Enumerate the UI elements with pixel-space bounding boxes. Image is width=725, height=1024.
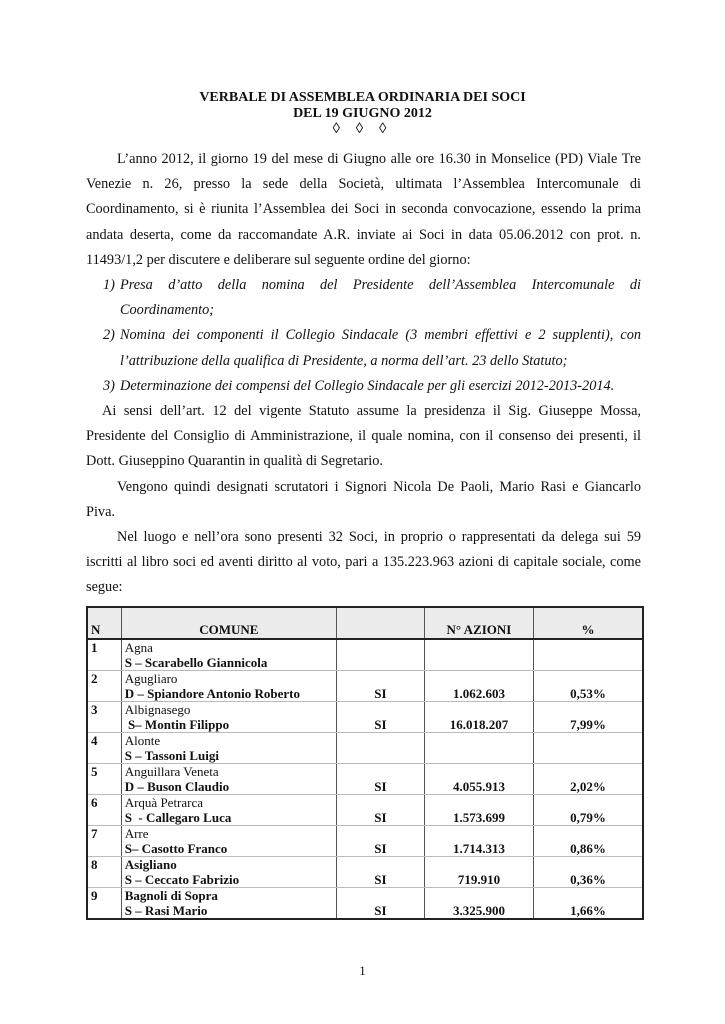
- row-voto: SI: [336, 702, 424, 733]
- rappresentante-name: S– Casotto Franco: [124, 841, 228, 856]
- row-voto: SI: [336, 671, 424, 702]
- soci-table: [86, 606, 644, 920]
- table-row: [87, 639, 643, 671]
- comune-name: Bagnoli di Sopra: [124, 888, 218, 903]
- comune-name: Agna: [124, 640, 153, 655]
- row-voto: [336, 733, 424, 764]
- scrutatori-paragraph: Vengono quindi designati scrutatori i Signori Nicola De Paoli, Mario Rasi e Giancarlo Piva.: [86, 478, 641, 520]
- row-azioni: 1.573.699: [424, 795, 533, 826]
- rappresentante-name: S – Ceccato Fabrizio: [124, 872, 240, 887]
- comune-name: Agugliaro: [124, 671, 178, 686]
- table-header-row: [87, 607, 643, 639]
- agenda-item-text: Nomina dei componenti il Collegio Sindacale (3 membri effettivi e 2 supplenti), con l’attribuzione della qualifica di Presidente, a norma dell’art. 23 dello Statuto;: [120, 327, 641, 369]
- row-voto: SI: [336, 857, 424, 888]
- table-row: [87, 795, 643, 826]
- row-azioni: 4.055.913: [424, 764, 533, 795]
- row-number: 6: [87, 795, 121, 826]
- row-number: 9: [87, 888, 121, 920]
- intro-paragraph: L’anno 2012, il giorno 19 del mese di Giugno alle ore 16.30 in Monselice (PD) Viale Tre Venezie n. 26, presso la sede della Società, ultimata l’Assemblea Intercomunale di Coordinamento, si è riunita l’Assemblea dei Soci in seconda convocazione, essendo la prima andata deserta, come da raccomandate A.R. inviate ai Soci in data 05.06.2012 con prot. n. 11493/1,2 per discutere e deliberare sul seguente ordine del giorno:: [86, 151, 641, 268]
- presidenza-paragraph: Ai sensi dell’art. 12 del vigente Statuto assume la presidenza il Sig. Giuseppe Mossa, Presidente del Consiglio di Amministrazione, il quale nomina, con il consenso dei presenti, il Dott. Giuseppino Quarantin in qualità di Segretario.: [86, 403, 641, 470]
- row-comune: [121, 764, 336, 795]
- rappresentante-name: D – Spiandore Antonio Roberto: [124, 686, 300, 701]
- agenda-item-number: 1): [103, 277, 115, 294]
- row-number: 3: [87, 702, 121, 733]
- header-n: N: [87, 607, 121, 639]
- row-comune: [121, 639, 336, 671]
- row-percent: 0,53%: [534, 671, 643, 702]
- row-percent: 0,36%: [534, 857, 643, 888]
- agenda-item-number: 2): [103, 327, 115, 344]
- comune-name: Alonte: [124, 733, 161, 748]
- agenda-item-number: 3): [103, 377, 115, 394]
- table-row: [87, 764, 643, 795]
- comune-name: Asigliano: [124, 857, 177, 872]
- row-comune: [121, 733, 336, 764]
- comune-name: Arquà Petrarca: [124, 795, 204, 810]
- header-voto: [336, 607, 424, 639]
- document-body: [86, 147, 641, 601]
- row-voto: [336, 639, 424, 671]
- header-comune: COMUNE: [121, 607, 336, 639]
- agenda-item-text: Presa d’atto della nomina del Presidente dell’Assemblea Intercomunale di Coordinamento;: [120, 277, 641, 319]
- row-number: 5: [87, 764, 121, 795]
- comune-name: Albignasego: [124, 702, 191, 717]
- row-percent: [534, 733, 643, 764]
- row-number: 8: [87, 857, 121, 888]
- row-voto: SI: [336, 826, 424, 857]
- header-azioni: N° AZIONI: [424, 607, 533, 639]
- header-percent: %: [534, 607, 643, 639]
- document-title: VERBALE DI ASSEMBLEA ORDINARIA DEI SOCI: [199, 90, 526, 105]
- presenti-paragraph: Nel luogo e nell’ora sono presenti 32 Soci, in proprio o rappresentati da delega sui 59 iscritti al libro soci ed aventi diritto al voto, pari a 135.223.963 azioni di capitale sociale, come segue:: [86, 529, 641, 596]
- row-comune: [121, 671, 336, 702]
- row-azioni: [424, 639, 533, 671]
- row-percent: 2,02%: [534, 764, 643, 795]
- row-number: 2: [87, 671, 121, 702]
- rappresentante-name: S - Callegaro Luca: [124, 810, 232, 825]
- row-azioni: 16.018.207: [424, 702, 533, 733]
- comune-name: Anguillara Veneta: [124, 764, 219, 779]
- comune-name: Arre: [124, 826, 149, 841]
- table-row: [87, 671, 643, 702]
- row-percent: 7,99%: [534, 702, 643, 733]
- page-number: 1: [359, 963, 366, 978]
- row-number: 4: [87, 733, 121, 764]
- row-percent: 0,86%: [534, 826, 643, 857]
- row-azioni: 3.325.900: [424, 888, 533, 920]
- rappresentante-name: S– Montin Filippo: [124, 717, 230, 732]
- row-azioni: 1.062.603: [424, 671, 533, 702]
- row-voto: SI: [336, 888, 424, 920]
- row-voto: SI: [336, 764, 424, 795]
- row-comune: [121, 826, 336, 857]
- table-row: [87, 888, 643, 920]
- row-comune: [121, 795, 336, 826]
- document-date-title: DEL 19 GIUGNO 2012: [293, 106, 432, 121]
- rappresentante-name: S – Tassoni Luigi: [124, 748, 220, 763]
- table-row: [87, 702, 643, 733]
- rappresentante-name: S – Rasi Mario: [124, 903, 208, 918]
- row-comune: [121, 888, 336, 920]
- row-azioni: 719.910: [424, 857, 533, 888]
- table-row: [87, 733, 643, 764]
- row-azioni: [424, 733, 533, 764]
- rappresentante-name: D – Buson Claudio: [124, 779, 230, 794]
- row-percent: [534, 639, 643, 671]
- agenda-item-text: Determinazione dei compensi del Collegio Sindacale per gli esercizi 2012-2013-2014.: [120, 377, 615, 394]
- agenda-item: [86, 374, 641, 399]
- agenda-item: [86, 323, 641, 373]
- agenda-item: [86, 273, 641, 323]
- row-comune: [121, 702, 336, 733]
- table-row: [87, 826, 643, 857]
- row-azioni: 1.714.313: [424, 826, 533, 857]
- row-number: 1: [87, 639, 121, 671]
- table-row: [87, 857, 643, 888]
- row-comune: [121, 857, 336, 888]
- rappresentante-name: S – Scarabello Giannicola: [124, 655, 268, 670]
- row-percent: 1,66%: [534, 888, 643, 920]
- row-percent: 0,79%: [534, 795, 643, 826]
- agenda-list: [86, 273, 641, 399]
- row-voto: SI: [336, 795, 424, 826]
- row-number: 7: [87, 826, 121, 857]
- diamond-separator-icon: ◊ ◊ ◊: [332, 121, 393, 137]
